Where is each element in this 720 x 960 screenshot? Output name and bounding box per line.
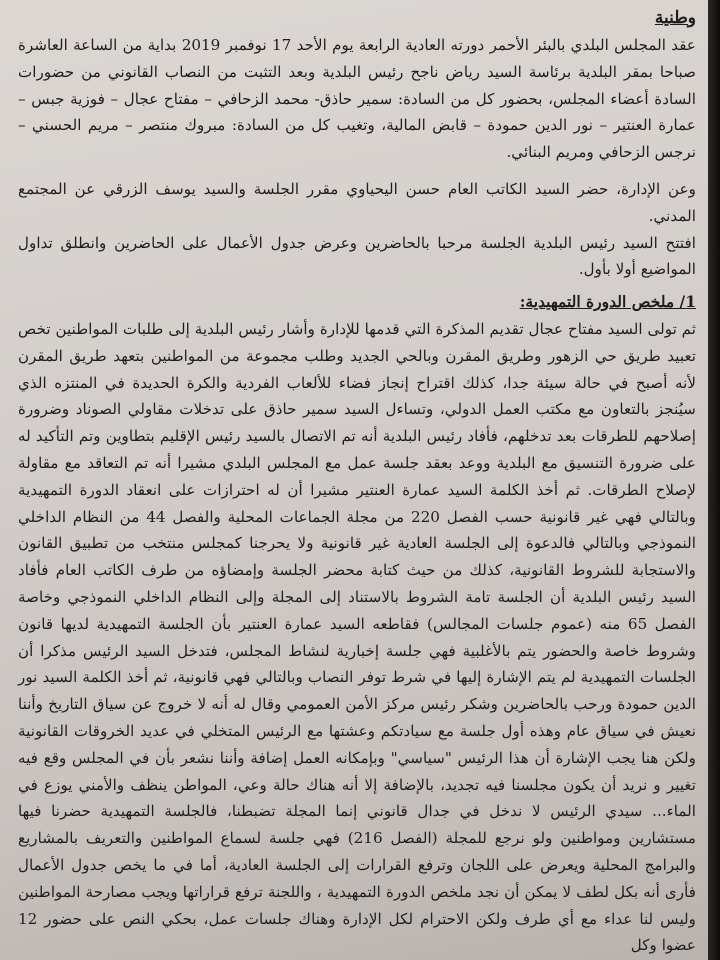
agenda-paragraph: افتتح السيد رئيس البلدية الجلسة مرحبا بالحاضرين وعرض جدول الأعمال على الحاضرين وانطلق تداول المواضيع أولا بأول.: [18, 233, 696, 279]
document-title: وطنية: [654, 8, 696, 28]
section-body: ثم تولى السيد مفتاح عجال تقديم المذكرة التي قدمها للإدارة وأشار رئيس البلدية إلى طلبات المواطنين تخص تعبيد طريق حي الزهور وطريق المقرن وبالحي الجديد وطلب مجموعة من المواطنين بتعهد طريق المقرن لأنه أصبح في حالة سيئة جدا، كذلك اقتراح إنجاز فضاء للألعاب الفردية والكرة الحديدة في المنتزه الذي سيُنجز بالتعاون مع مكتب العمل الدولي، وتساءل السيد سمير حاذق على تدخلات مقاولي الصوناد وضرورة إصلاحهم للطرقات بعد تدخلهم، فأفاد رئيس البلدية أنه تم الاتصال بالسيد رئيس الإقليم بتطاوين وتم التأكيد له على ضرورة التنسيق مع البلدية ووعد بعقد جلسة عمل مع المجلس البلدي مشيرا أنه تم التعاقد مع مقاولة لإصلاح الطرقات. ثم أخذ الكلمة السيد عمارة العنتير مشيرا أن له احترازات على انعقاد الدورة التمهيدية وبالتالي فهي غير قانونية حسب الفصل 220 من مجلة الجماعات المحلية والفصل 44 من النظام الداخلي النموذجي وبالتالي فالدعوة إلى الجلسة العادية غير قانونية ولا يحرجنا كمجلس منتخب من تطبيق القانون والاستجابة للشروط القانونية، كذلك من حيث كتابة محضر الجلسة وإمضاؤه من طرف الكاتب العام فأفاد السيد رئيس البلدية أن الجلسة تامة الشروط بالاستناد إلى المجلة وإلى النظام الداخلي النموذجي وخاصة الفصل 65 منه (عموم جلسات المجالس) فقاطعه السيد عمارة العنتير بأن الجلسة التمهيدية لديها قانون وشروط خاصة والحضور يتم بالأغلبية فهي جلسة إخبارية لنشاط المجلس، فتدخل السيد الرئيس مذكرا أن الجلسات التمهيدية لم يتم الإشارة إليها في شرط توفر النصاب وبالتالي فهي قانونية، ثم أخذ الكلمة السيد نور الدين حمودة ورحب بالحاضرين وشكر رئيس مركز الأمن العمومي وقال له أنه لا خروج عن سياق التاريخ وأننا نعيش في سياق عام وهذه أول جلسة مع سيادتكم وعشتها مع الرئيس المتخلي في عديد الخروقات القانونية ولكن هنا يجب الإشارة أن هذا الرئيس "سياسي" وبإمكانه العمل إضافة وأننا نشعر بأن في المجلس وقع فيه تغيير و نريد أن يكون مجلسنا فيه تجديد، بالإضافة إلا أنه هناك حالة وعي، المواطن ينظف والأمني يوزع في الماء... سيدي الرئيس لا ندخل في جدال قانوني إنما المجلة تضبطنا، فالجلسة التمهيدية حضرنا فيها مستشارين ومواطنين ولو نرجع للمجلة (الفصل 216) فهي جلسة لسماع المواطنين والتعريف بالمشاريع والبرامج المحلية ويعرض على اللجان وترفع القرارات إلى الجلسة العادية، أما في ما يخص جدول الأعمال فأرى أنه بكل لطف لا يمكن أن نجد ملخص الدورة التمهيدية ، واللجنة ترفع قراراتها ويجب مصارحة المواطنين وليس لنا عداء مع أي طرف ولكن الاحترام لكل الإدارة وهناك جلسات عمل، بحكي النص على حضور 12 عضوا وكل: [18, 319, 696, 955]
opening-paragraph: عقد المجلس البلدي بالبئر الأحمر دورته العادية الرابعة يوم الأحد 17 نوفمبر 2019 بداية من الساعة العاشرة صباحا بمقر البلدية برئاسة السيد رياض ناجح رئيس البلدية وبعد التثبت من النصاب القانوني من حضورات السادة أعضاء المجلس، بحضور كل من السادة: سمير حاذق- محمد الزحافي – مفتاح عجال – فوزية جبس – عمارة العنتير – نور الدين حمودة – قابض المالية، وتغيب كل من السادة: مبروك منتصر – مريم الحسني – نرجس الزحافي ومريم البنائي.: [18, 36, 696, 162]
document-body: [18, 4, 696, 959]
page-edge-shadow: [708, 0, 720, 960]
administration-paragraph: وعن الإدارة، حضر السيد الكاتب العام حسن اليحياوي مقرر الجلسة والسيد يوسف الزرقي عن المجتمع المدني.: [18, 179, 696, 225]
section-heading: 1/ ملخص الدورة التمهيدية:: [519, 292, 696, 312]
